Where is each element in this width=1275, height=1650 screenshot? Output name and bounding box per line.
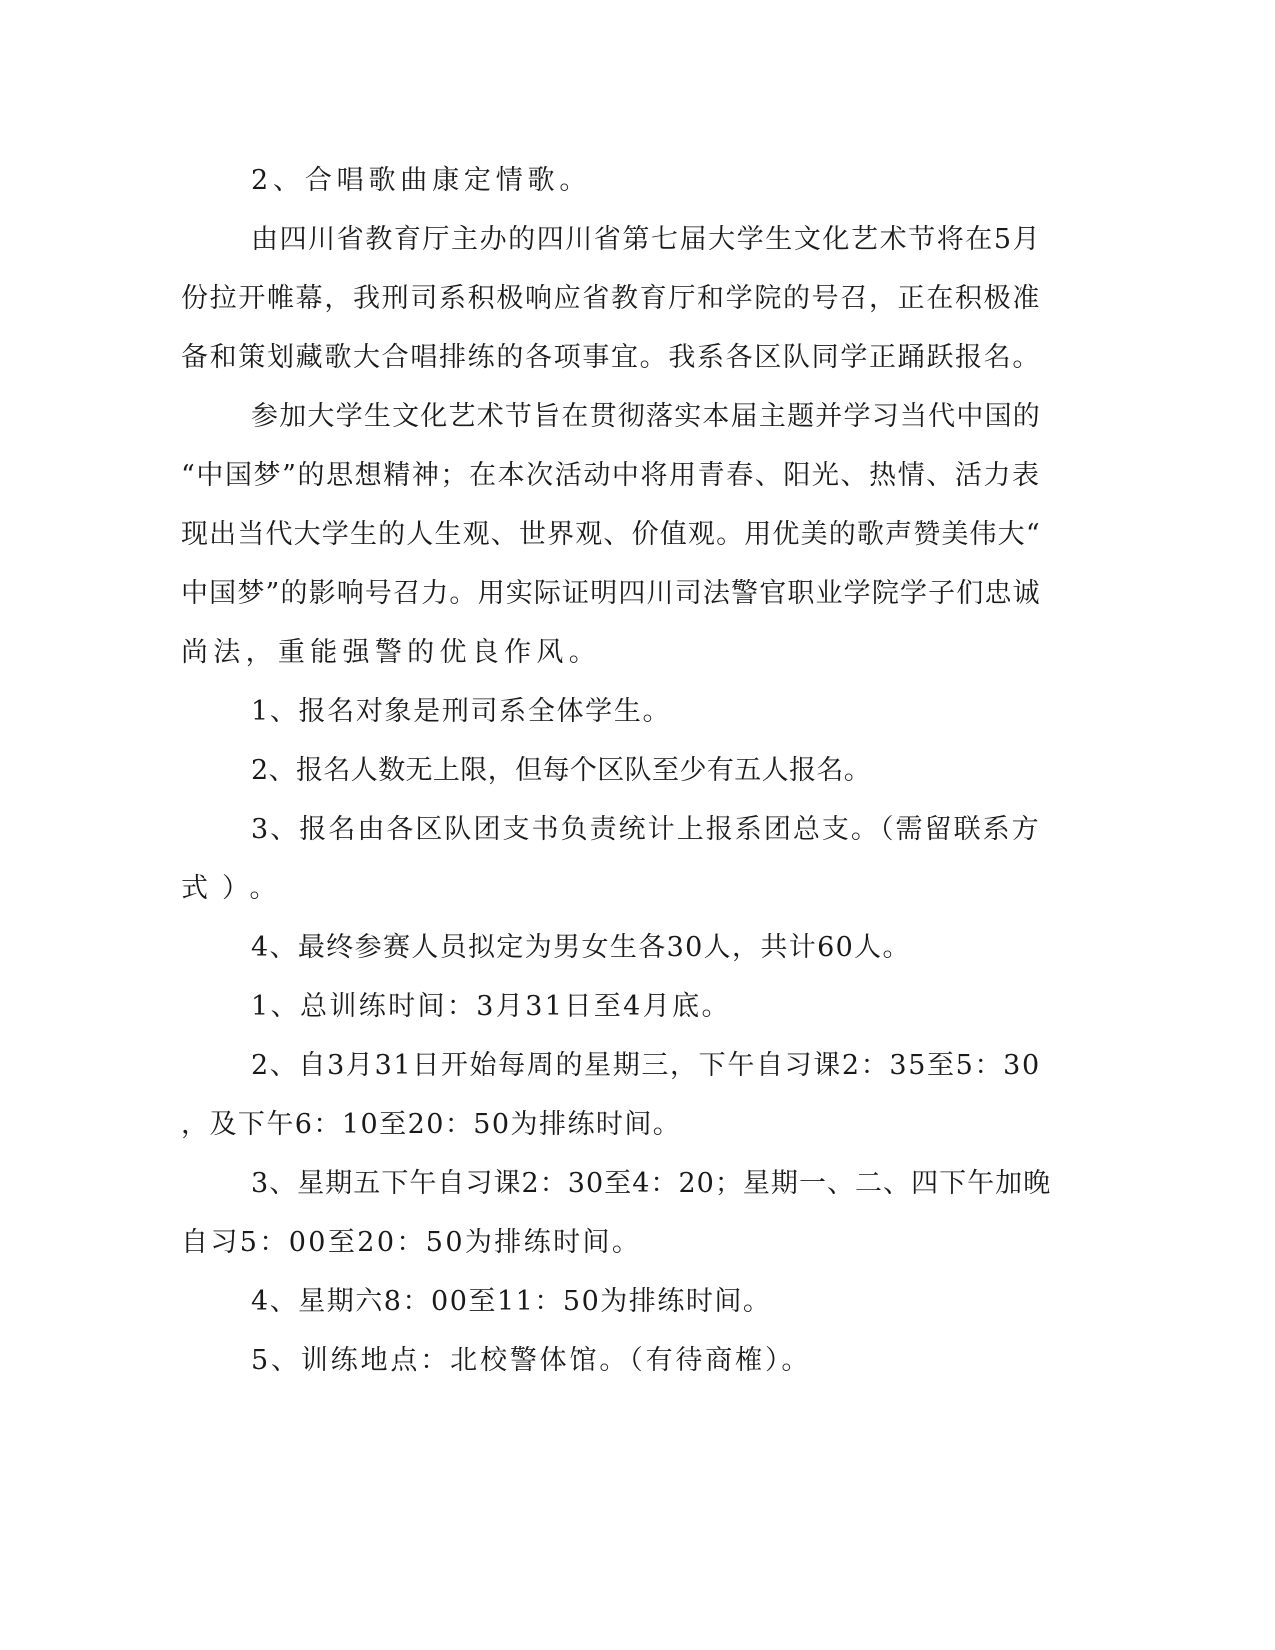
- text-line: ，及下午6：10至20：50为排练时间。: [181, 1109, 682, 1140]
- text-line: 4、最终参赛人员拟定为男女生各30人，共计60人。: [251, 932, 911, 963]
- text-line: 中国梦”的影响号召力。用实际证明四川司法警官职业学院学子们忠诚: [181, 578, 1041, 609]
- text-line: 式）。: [181, 873, 291, 904]
- text-line: “中国梦”的思想精神；在本次活动中将用青春、阳光、热情、活力表: [181, 460, 1041, 491]
- text-line: 由四川省教育厅主办的四川省第七届大学生文化艺术节将在5月: [251, 224, 1042, 255]
- text-line: 1、总训练时间：3月31日至4月底。: [251, 991, 731, 1022]
- text-line: 参加大学生文化艺术节旨在贯彻落实本届主题并学习当代中国的: [251, 401, 1041, 432]
- text-line: 1、报名对象是刑司系全体学生。: [251, 696, 672, 727]
- text-line: 5、训练地点：北校警体馆。（有待商榷）。: [251, 1345, 812, 1376]
- text-line: 备和策划藏歌大合唱排练的各项事宜。我系各区队同学正踊跃报名。: [181, 342, 1041, 373]
- text-line: 4、星期六8：00至11：50为排练时间。: [251, 1286, 772, 1317]
- text-line: 2、合唱歌曲康定情歌。: [251, 165, 592, 196]
- text-line: 2、自3月31日开始每周的星期三，下午自习课2：35至5：30: [251, 1050, 1041, 1081]
- text-line: 3、报名由各区队团支书负责统计上报系团总支。（需留联系方: [251, 814, 1041, 845]
- text-line: 3、星期五下午自习课2：30至4：20；星期一、二、四下午加晚: [251, 1168, 1052, 1199]
- text-line: 现出当代大学生的人生观、世界观、价值观。用优美的歌声赞美伟大“: [181, 519, 1041, 550]
- text-line: 2、报名人数无上限，但每个区队至少有五人报名。: [251, 755, 872, 786]
- text-line: 尚法，重能强警的优良作风。: [181, 637, 601, 668]
- text-line: 份拉开帷幕，我刑司系积极响应省教育厅和学院的号召，正在积极准: [181, 283, 1041, 314]
- text-line: 自习5：00至20：50为排练时间。: [181, 1227, 642, 1258]
